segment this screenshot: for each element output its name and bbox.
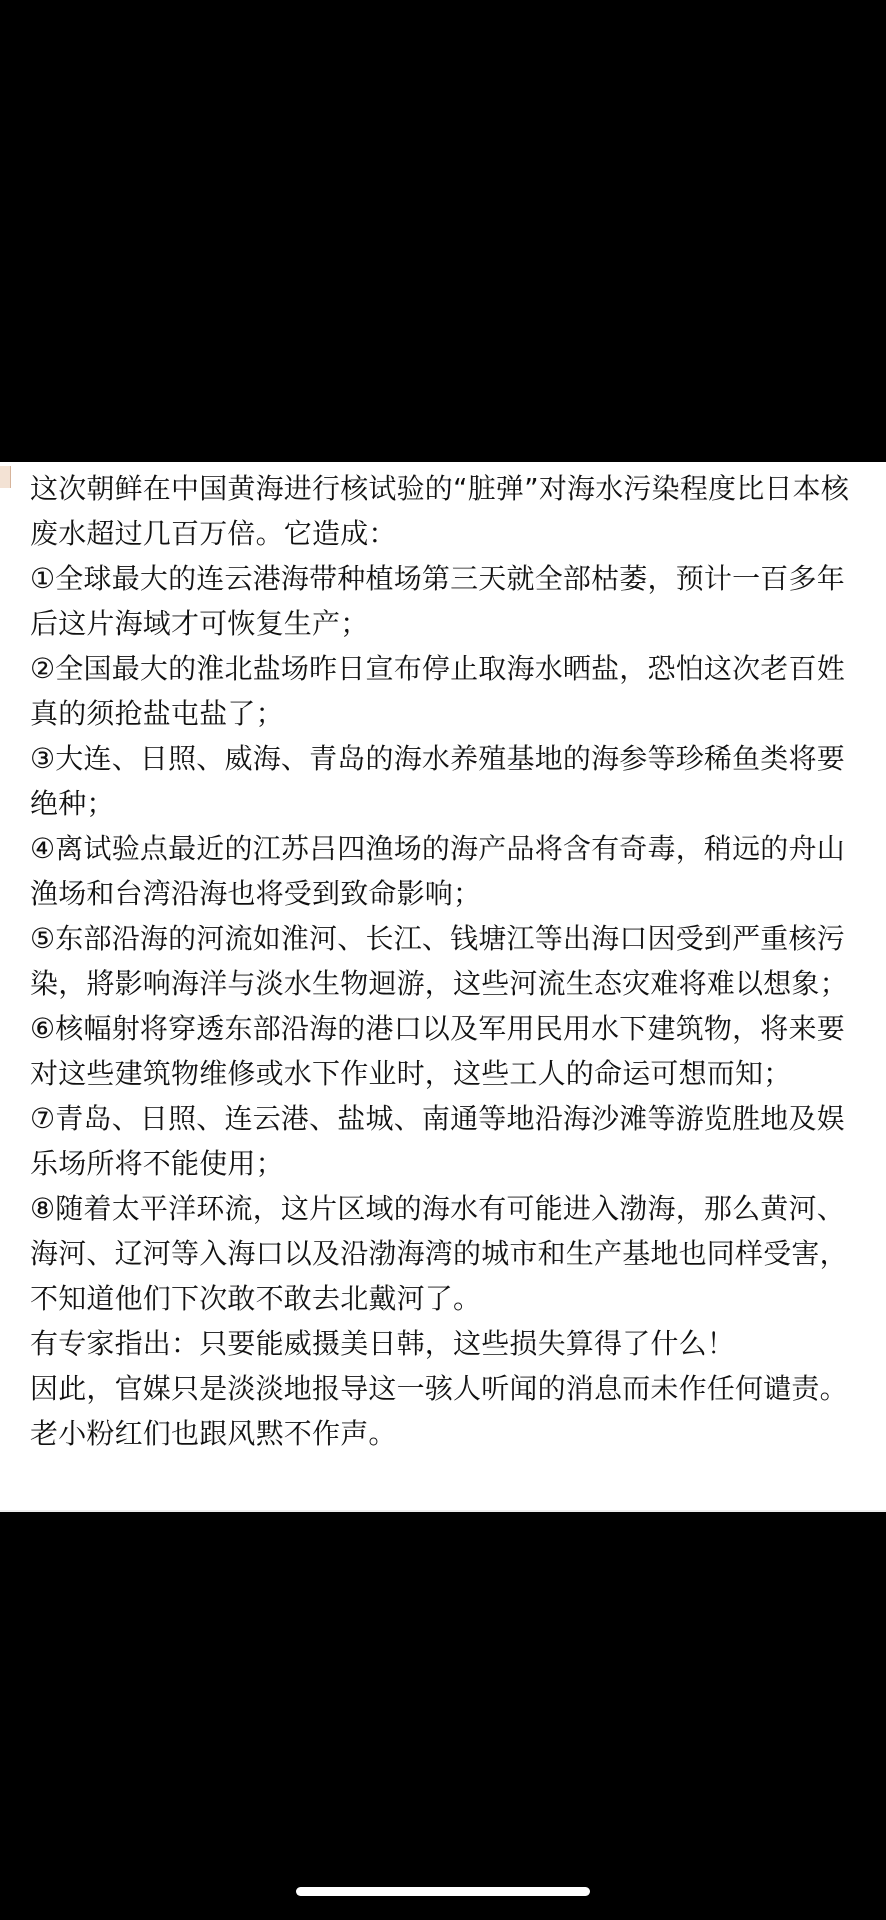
home-indicator[interactable] [296,1887,590,1896]
card-bottom-divider [0,1510,886,1512]
conclusion-paragraph: 因此，官媒只是淡淡地报导这一骇人听闻的消息而未作任何谴责。老小粉红们也跟风黙不作声。 [30,1372,848,1450]
intro-paragraph: 这次朝鲜在中国黄海进行核试验的“脏弹”对海水污染程度比日本核废水超过几百万倍。它造成： [30,472,850,550]
expert-quote: 有专家指出：只要能威摄美日韩，这些损失算得了什么！ [30,1327,736,1360]
article-text [30,466,860,1456]
point-8: ⑧随着太平洋环流，这片区域的海水有可能进入渤海，那么黄河、海河、辽河等入海口以及沿渤海湾的城市和生产基地也同样受害，不知道他们下次敢不敢去北戴河了。 [30,1192,848,1315]
screenshot-image-card [0,462,886,1512]
point-7: ⑦青岛、日照、连云港、盐城、南通等地沿海沙滩等游览胜地及娱乐场所将不能使用； [30,1102,845,1180]
point-6: ⑥核幅射将穿透东部沿海的港口以及军用民用水下建筑物，将来要对这些建筑物维修或水下作业时，这些工人的命运可想而知； [30,1012,845,1090]
seal-stamp-icon [0,466,11,488]
point-5: ⑤东部沿海的河流如淮河、长江、钱塘江等出海口因受到严重核污染，將影响海洋与淡水生物迴游，这些河流生态灾难将难以想象； [30,922,848,1000]
point-2: ②全国最大的淮北盐场昨日宣布停止取海水晒盐，恐怕这次老百姓真的须抢盐屯盐了； [30,652,845,730]
point-4: ④离试验点最近的江苏吕四渔场的海产品将含有奇毒，稍远的舟山渔场和台湾沿海也将受到致命影响； [30,832,845,910]
point-1: ①全球最大的连云港海带种植场第三天就全部枯萎，预计一百多年后这片海域才可恢复生产； [30,562,845,640]
point-3: ③大连、日照、威海、青岛的海水养殖基地的海参等珍稀鱼类将要绝种； [30,742,845,820]
